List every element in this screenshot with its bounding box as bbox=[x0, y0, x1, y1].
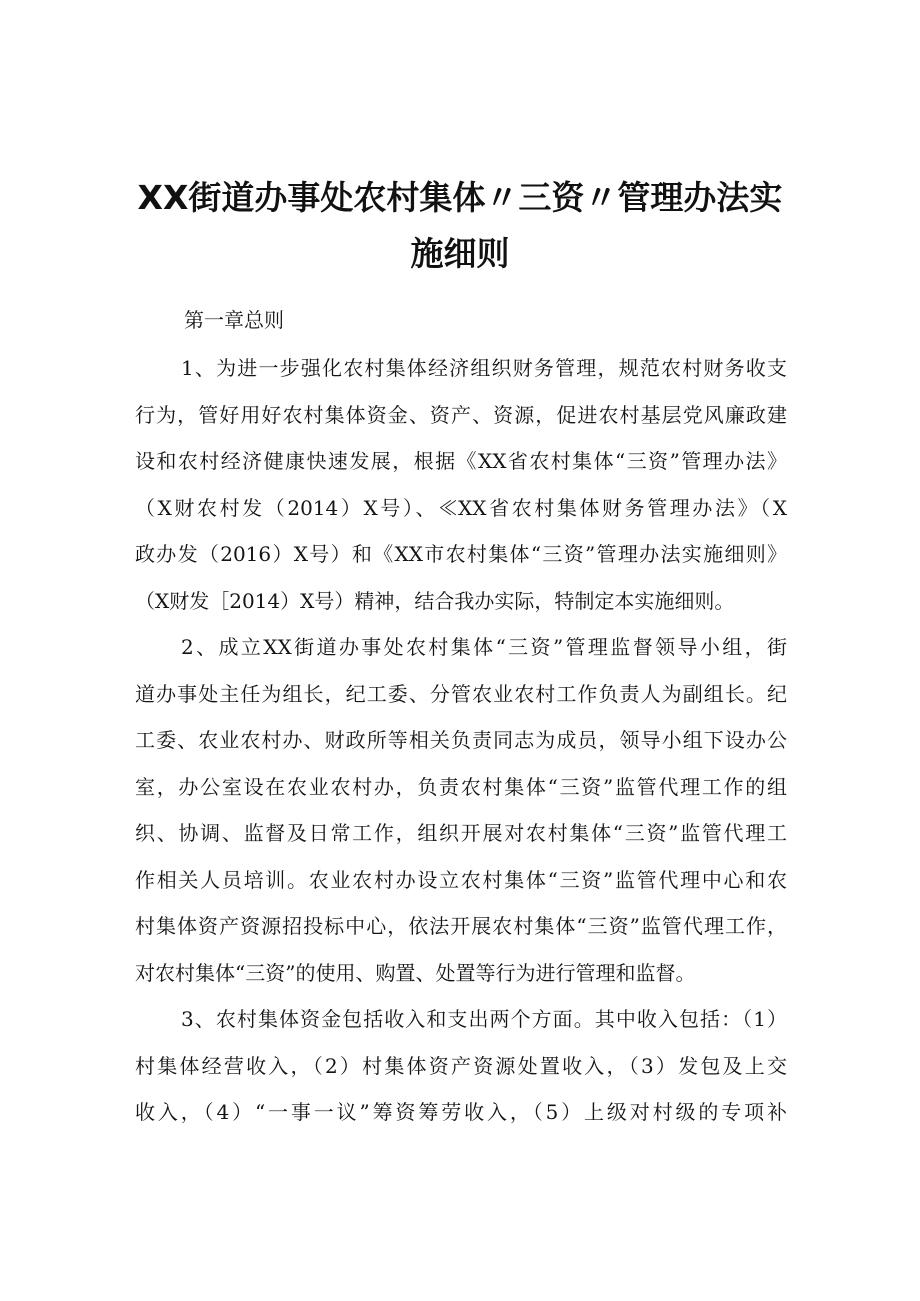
paragraph-line: 3、农村集体资金包括收入和支出两个方面。其中收入包括：（1） bbox=[181, 1007, 787, 1031]
paragraph-line: 织、协调、监督及日常工作，组织开展对农村集体“三资”监管代理工 bbox=[135, 821, 787, 845]
document-title-line-2: 施细则 bbox=[410, 234, 510, 273]
paragraph-2 bbox=[135, 624, 787, 996]
paragraph-line: 收入，（4）“一事一议”筹资筹劳收入，（5）上级对村级的专项补 bbox=[135, 1100, 787, 1124]
paragraph-line: 室，办公室设在农业农村办，负责农村集体“三资”监管代理工作的组 bbox=[135, 774, 787, 799]
paragraph-line: 设和农村经济健康快速发展，根据《XX省农村集体“三资”管理办法》 bbox=[135, 449, 787, 473]
paragraph-line: 政办发（2016）X号）和《XX市农村集体“三资”管理办法实施细则》 bbox=[135, 542, 787, 566]
paragraph-line: 村集体资产资源招投标中心，依法开展农村集体“三资”监管代理工作， bbox=[135, 914, 787, 938]
paragraph-line: 行为，管好用好农村集体资金、资产、资源，促进农村基层党风廉政建 bbox=[135, 402, 787, 427]
paragraph-line: 村集体经营收入，（2）村集体资产资源处置收入，（3）发包及上交 bbox=[135, 1053, 787, 1078]
paragraph-3 bbox=[135, 996, 787, 1136]
paragraph-line: （X财农村发（2014）X号）、≪XX省农村集体财务管理办法》（X bbox=[135, 495, 787, 520]
document-title-line-1: XX街道办事处农村集体〃三资〃管理办法实 bbox=[137, 178, 783, 217]
paragraph-line: 1、为进一步强化农村集体经济组织财务管理，规范农村财务收支 bbox=[181, 356, 787, 380]
paragraph-line: （X财发［2014）X号）精神，结合我办实际，特制定本实施细则。 bbox=[135, 588, 735, 613]
paragraph-line: 工委、农业农村办、财政所等相关负责同志为成员，领导小组下设办公 bbox=[135, 728, 787, 752]
paragraph-line: 2、成立XX街道办事处农村集体“三资”管理监督领导小组，街 bbox=[181, 635, 787, 659]
paragraph-line: 对农村集体“三资”的使用、购置、处置等行为进行管理和监督。 bbox=[135, 960, 696, 985]
paragraph-1 bbox=[135, 345, 787, 624]
paragraph-line: 道办事处主任为组长，纪工委、分管农业农村工作负责人为副组长。纪 bbox=[135, 681, 787, 706]
chapter-heading: 第一章总则 bbox=[184, 308, 284, 332]
paragraph-line: 作相关人员培训。农业农村办设立农村集体“三资”监管代理中心和农 bbox=[135, 867, 787, 892]
